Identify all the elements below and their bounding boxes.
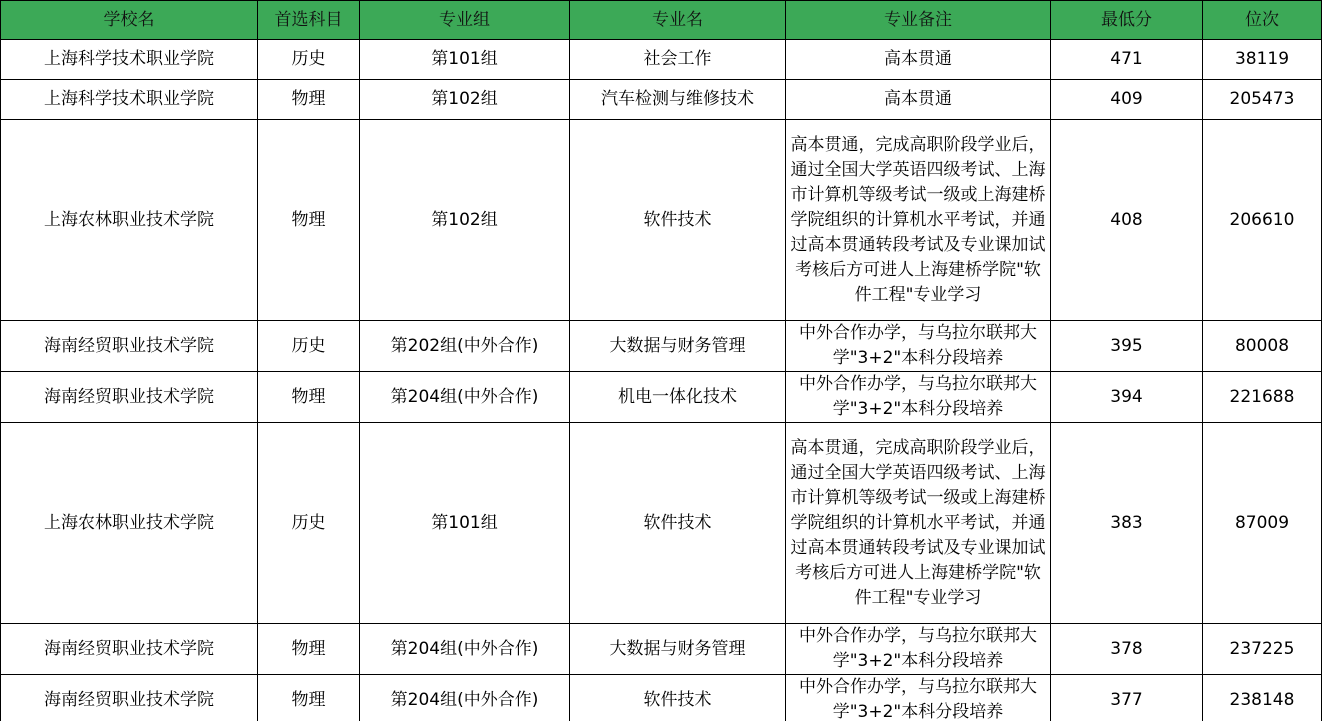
header-major-group: 专业组 [360,1,570,40]
cell-min-score: 377 [1051,675,1203,721]
cell-primary-subject: 历史 [258,40,360,80]
cell-school-name: 上海农林职业技术学院 [1,120,258,321]
header-min-score: 最低分 [1051,1,1203,40]
cell-school-name: 海南经贸职业技术学院 [1,321,258,372]
cell-school-name: 上海农林职业技术学院 [1,423,258,624]
table-row [1,80,1322,120]
cell-rank: 38119 [1203,40,1322,80]
cell-min-score: 408 [1051,120,1203,321]
cell-primary-subject: 物理 [258,120,360,321]
table-row [1,40,1322,80]
table-row [1,372,1322,423]
cell-primary-subject: 物理 [258,372,360,423]
cell-min-score: 394 [1051,372,1203,423]
cell-school-name: 上海科学技术职业学院 [1,80,258,120]
cell-major-note: 高本贯通，完成高职阶段学业后，通过全国大学英语四级考试、上海市计算机等级考试一级或上海建桥学院组织的计算机水平考试，并通过高本贯通转段考试及专业课加试考核后方可进人上海建桥学院"软件工程"专业学习 [786,120,1051,321]
cell-rank: 221688 [1203,372,1322,423]
cell-school-name: 海南经贸职业技术学院 [1,675,258,721]
cell-major-group: 第102组 [360,80,570,120]
table-row [1,321,1322,372]
cell-major-name: 软件技术 [570,120,786,321]
cell-min-score: 383 [1051,423,1203,624]
header-school-name: 学校名 [1,1,258,40]
cell-major-group: 第101组 [360,423,570,624]
cell-major-note: 中外合作办学，与乌拉尔联邦大学"3+2"本科分段培养 [786,624,1051,675]
header-major-note: 专业备注 [786,1,1051,40]
cell-primary-subject: 历史 [258,321,360,372]
cell-primary-subject: 历史 [258,423,360,624]
cell-rank: 80008 [1203,321,1322,372]
cell-major-group: 第204组(中外合作) [360,372,570,423]
cell-school-name: 上海科学技术职业学院 [1,40,258,80]
cell-major-note: 高本贯通，完成高职阶段学业后，通过全国大学英语四级考试、上海市计算机等级考试一级或上海建桥学院组织的计算机水平考试，并通过高本贯通转段考试及专业课加试考核后方可进人上海建桥学院"软件工程"专业学习 [786,423,1051,624]
cell-major-group: 第101组 [360,40,570,80]
cell-major-group: 第204组(中外合作) [360,624,570,675]
header-major-name: 专业名 [570,1,786,40]
cell-rank: 206610 [1203,120,1322,321]
table-row [1,624,1322,675]
cell-major-group: 第202组(中外合作) [360,321,570,372]
cell-major-name: 机电一体化技术 [570,372,786,423]
cell-major-name: 软件技术 [570,675,786,721]
cell-min-score: 409 [1051,80,1203,120]
cell-min-score: 378 [1051,624,1203,675]
cell-major-note: 中外合作办学，与乌拉尔联邦大学"3+2"本科分段培养 [786,372,1051,423]
cell-rank: 205473 [1203,80,1322,120]
cell-major-note: 中外合作办学，与乌拉尔联邦大学"3+2"本科分段培养 [786,675,1051,721]
table-row [1,120,1322,321]
cell-rank: 87009 [1203,423,1322,624]
cell-school-name: 海南经贸职业技术学院 [1,624,258,675]
cell-major-note: 中外合作办学，与乌拉尔联邦大学"3+2"本科分段培养 [786,321,1051,372]
cell-min-score: 395 [1051,321,1203,372]
cell-rank: 237225 [1203,624,1322,675]
cell-school-name: 海南经贸职业技术学院 [1,372,258,423]
cell-min-score: 471 [1051,40,1203,80]
cell-primary-subject: 物理 [258,675,360,721]
header-rank: 位次 [1203,1,1322,40]
cell-major-name: 软件技术 [570,423,786,624]
cell-primary-subject: 物理 [258,80,360,120]
header-row [1,1,1322,40]
cell-primary-subject: 物理 [258,624,360,675]
table-row [1,675,1322,721]
cell-major-name: 大数据与财务管理 [570,624,786,675]
table-row [1,423,1322,624]
cell-major-name: 汽车检测与维修技术 [570,80,786,120]
cell-major-name: 大数据与财务管理 [570,321,786,372]
cell-major-note: 高本贯通 [786,40,1051,80]
header-primary-subject: 首选科目 [258,1,360,40]
cell-major-name: 社会工作 [570,40,786,80]
cell-major-group: 第102组 [360,120,570,321]
cell-rank: 238148 [1203,675,1322,721]
cell-major-group: 第204组(中外合作) [360,675,570,721]
cell-major-note: 高本贯通 [786,80,1051,120]
